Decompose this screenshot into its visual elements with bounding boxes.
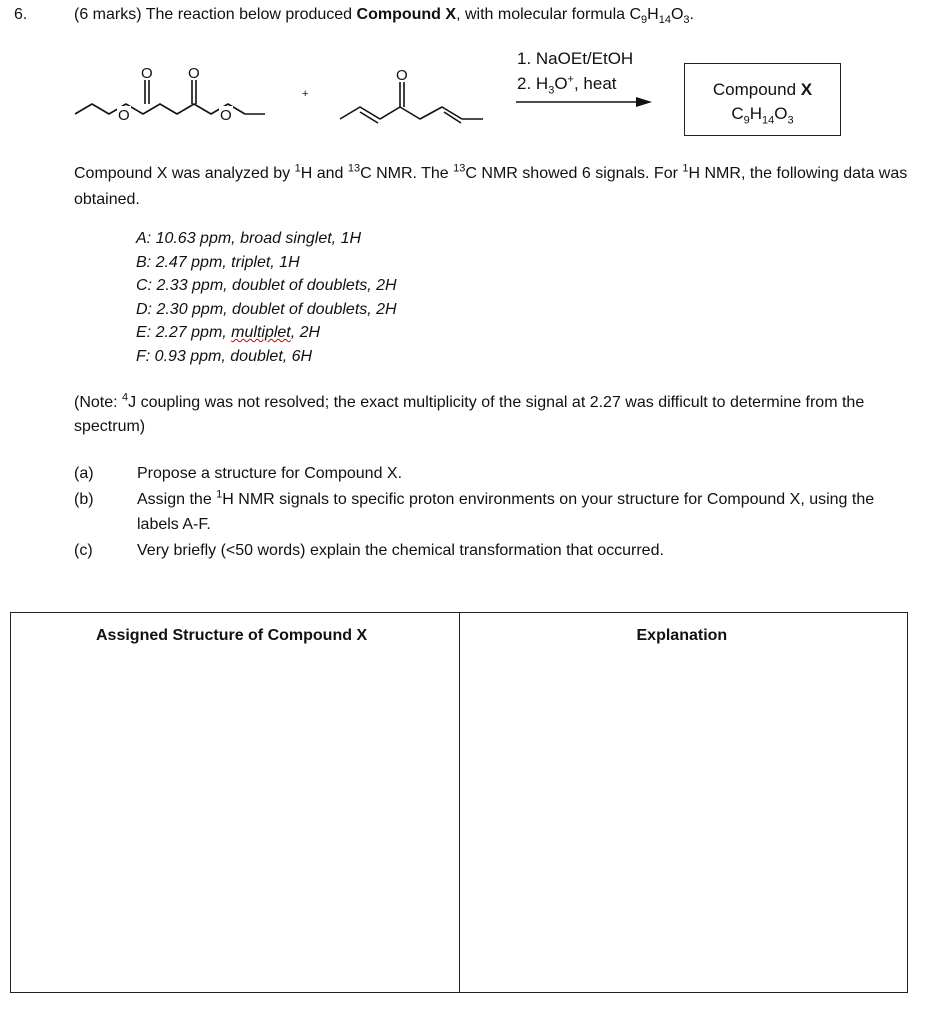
explanation-answer-cell[interactable] bbox=[459, 613, 908, 992]
nmr-data-list bbox=[136, 227, 397, 368]
nmr-signal-d: D: 2.30 ppm, doublet of doublets, 2H bbox=[136, 300, 397, 318]
question-parts bbox=[74, 461, 914, 563]
diethyl-malonate-skeleton bbox=[75, 104, 265, 114]
product-box: Compound X $C_9H_{14}O_3$ bbox=[684, 63, 841, 136]
condition-step-2: 2. $H_3O^+$, heat bbox=[517, 73, 617, 97]
svg-text:O: O bbox=[220, 107, 232, 124]
part-b: (b) Assign the $^1$H NMR signals to specific proton environments on your structure for Compound X, using the labels A-F. bbox=[74, 488, 875, 533]
structure-answer-cell[interactable] bbox=[11, 613, 459, 992]
nmr-signal-b: B: 2.47 ppm, triplet, 1H bbox=[136, 253, 300, 271]
spellcheck-underline: multiplet bbox=[231, 324, 291, 341]
part-a: (a) Propose a structure for Compound X. bbox=[74, 465, 403, 482]
question-number: 6. bbox=[14, 6, 28, 23]
svg-text:O: O bbox=[188, 65, 200, 82]
reactant-molecules bbox=[70, 64, 500, 134]
explanation-header: Explanation bbox=[636, 627, 728, 644]
reaction-conditions bbox=[517, 46, 633, 96]
analysis-paragraph: Compound X was analyzed by $^1$H and $^{13}$C NMR. The $^{13}$C NMR showed 6 signals. For $^1$H NMR, the following data was obtained. bbox=[74, 162, 908, 208]
reaction-arrow bbox=[516, 95, 656, 109]
nmr-signal-f: F: 0.93 ppm, doublet, 6H bbox=[136, 347, 313, 365]
condition-step-1: 1. NaOEt/EtOH bbox=[517, 49, 634, 68]
nmr-signal-e: E: 2.27 ppm, multiplet, 2H bbox=[136, 324, 321, 341]
nmr-signal-c: C: 2.33 ppm, doublet of doublets, 2H bbox=[136, 277, 397, 294]
note-paragraph: (Note: $^4$J coupling was not resolved; the exact multiplicity of the signal at 2.27 was difficult to determine from the spectrum) bbox=[74, 391, 865, 435]
nmr-signal-a: A: 10.63 ppm, broad singlet, 1H bbox=[136, 230, 362, 247]
question-header: (6 marks) The reaction below produced Compound X, with molecular formula $C_9H_{14}O_3$. bbox=[74, 6, 694, 27]
svg-text:O: O bbox=[396, 67, 408, 84]
plus-sign: + bbox=[302, 88, 309, 100]
svg-text:O: O bbox=[141, 65, 153, 82]
structure-header: Assigned Structure of Compound X bbox=[96, 627, 368, 644]
part-c: (c) Very briefly (<50 words) explain the chemical transformation that occurred. bbox=[74, 541, 664, 559]
oxygen-label: O bbox=[118, 107, 130, 124]
answer-table bbox=[10, 612, 908, 993]
